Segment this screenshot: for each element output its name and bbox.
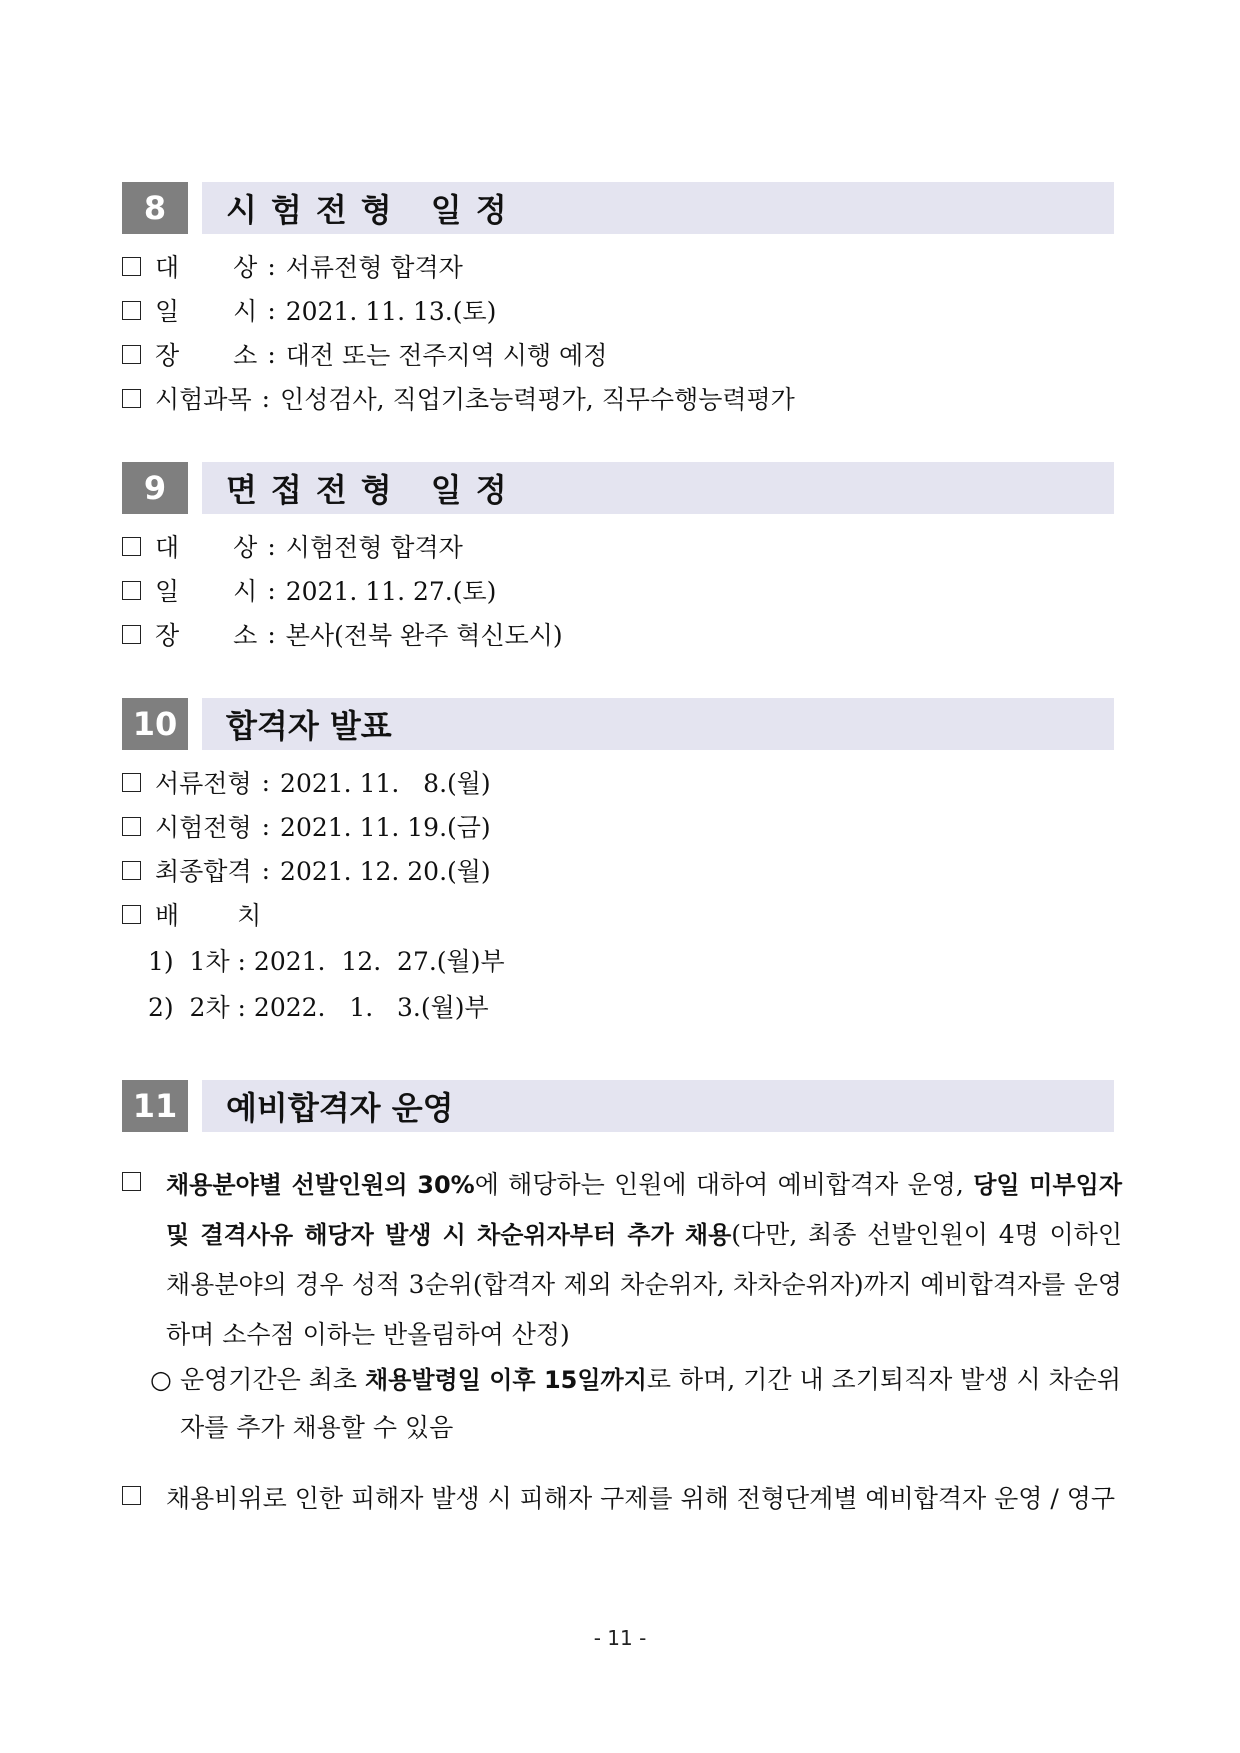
text: (다만, 최종 선발인원이 4명 이하인 채용분야의 경우 성적 3순위(합격자 제외 차순위자, 차차순위자)까지 예비합격자를 운영하며 소수점 이하는 반올림하여 산정)	[166, 1220, 1122, 1349]
item-label-b: 치	[237, 901, 262, 930]
checkbox-square-icon	[122, 1486, 141, 1505]
item-value: 2021. 12. 20.(월)	[280, 857, 491, 886]
list-item	[122, 896, 261, 932]
item-value: 인성검사, 직업기초능력평가, 직무수행능력평가	[280, 385, 795, 414]
section-number: 8	[122, 182, 188, 234]
item-label-a: 일	[155, 577, 180, 606]
list-item: 최종합격 : 2021. 12. 20.(월)	[122, 852, 491, 888]
item-value: 서류전형 합격자	[285, 253, 463, 282]
list-item: 서류전형 : 2021. 11. 8.(월)	[122, 764, 491, 800]
checkbox-square-icon	[122, 301, 141, 320]
checkbox-square-icon	[122, 581, 141, 600]
section-number: 10	[122, 698, 188, 750]
checkbox-square-icon	[122, 817, 141, 836]
item-label-a: 장	[155, 621, 180, 650]
list-item: 일 시 : 2021. 11. 27.(토)	[122, 572, 496, 608]
item-label-a: 일	[155, 297, 180, 326]
item-label-a: 장	[155, 341, 180, 370]
section-title: 합격자 발표	[202, 698, 1114, 750]
text: 에 해당하는 인원에 대하여 예비합격자 운영,	[474, 1170, 974, 1199]
checkbox-square-icon	[122, 345, 141, 364]
item-value: 2021. 11. 27.(토)	[285, 577, 497, 606]
item-label: 서류전형	[155, 769, 252, 798]
bold-text: 채용발령일 이후 15일까지	[364, 1366, 647, 1394]
item-label-b: 소	[233, 621, 258, 650]
item-label-a: 배	[155, 901, 180, 930]
section-9-header	[122, 462, 1114, 514]
item-value: 본사(전북 완주 혁신도시)	[285, 621, 563, 650]
text: 로 하며, 기간 내 조기퇴직자 발생 시 차순위자를 추가 채용할 수 있음	[180, 1365, 1122, 1442]
section-8-header	[122, 182, 1114, 234]
item-label-a: 대	[155, 533, 180, 562]
checkbox-square-icon	[122, 905, 141, 924]
list-item: 장 소 : 대전 또는 전주지역 시행 예정	[122, 336, 607, 372]
paragraph-item	[122, 1474, 1122, 1524]
item-label: 시험전형	[155, 813, 252, 842]
paragraph-item	[122, 1160, 1122, 1360]
item-label-b: 시	[233, 297, 258, 326]
item-value: 2021. 11. 8.(월)	[280, 769, 491, 798]
checkbox-square-icon	[122, 861, 141, 880]
section-number: 11	[122, 1080, 188, 1132]
list-item: 일 시 : 2021. 11. 13.(토)	[122, 292, 496, 328]
item-label-b: 시	[233, 577, 258, 606]
text: 채용비위로 인한 피해자 발생 시 피해자 구제를 위해 전형단계별 예비합격자 운영 / 영구	[166, 1484, 1116, 1513]
item-label-b: 상	[233, 533, 258, 562]
list-item: 시험전형 : 2021. 11. 19.(금)	[122, 808, 491, 844]
list-item: 대 상 : 서류전형 합격자	[122, 248, 463, 284]
bold-text: 당일 미부임자 및 결격사유 해당자 발생 시 차순위자부터 추가 채용	[166, 1171, 1123, 1249]
sub-item: 2) 2차 : 2022. 1. 3.(월)부	[148, 993, 489, 1022]
checkbox-square-icon	[122, 625, 141, 644]
section-11-header	[122, 1080, 1114, 1132]
checkbox-square-icon	[122, 1172, 141, 1191]
checkbox-square-icon	[122, 537, 141, 556]
item-label-b: 상	[233, 253, 258, 282]
section-10-header	[122, 698, 1114, 750]
list-item: 시험과목 : 인성검사, 직업기초능력평가, 직무수행능력평가	[122, 380, 795, 416]
list-item: 대 상 : 시험전형 합격자	[122, 528, 463, 564]
item-value: 시험전형 합격자	[285, 533, 463, 562]
text: 운영기간은 최초	[180, 1365, 365, 1394]
page-number: - 11 -	[593, 1626, 647, 1650]
item-value: 대전 또는 전주지역 시행 예정	[285, 341, 608, 370]
item-label-a: 대	[155, 253, 180, 282]
section-number: 9	[122, 462, 188, 514]
checkbox-square-icon	[122, 389, 141, 408]
checkbox-square-icon	[122, 257, 141, 276]
item-label: 최종합격	[155, 857, 252, 886]
item-label: 시험과목	[155, 385, 252, 414]
list-item: 장 소 : 본사(전북 완주 혁신도시)	[122, 616, 563, 652]
bold-text: 채용분야별 선발인원의 30%	[166, 1171, 475, 1199]
section-title: 예비합격자 운영	[202, 1080, 1114, 1132]
item-label-b: 소	[233, 341, 258, 370]
item-value: 2021. 11. 19.(금)	[280, 813, 491, 842]
checkbox-square-icon	[122, 773, 141, 792]
sub-bullet-item	[150, 1356, 1122, 1452]
circle-bullet-icon: ○	[150, 1365, 172, 1394]
section-title: 면접전형 일정	[202, 462, 1114, 514]
item-value: 2021. 11. 13.(토)	[285, 297, 497, 326]
section-title: 시험전형 일정	[202, 182, 1114, 234]
sub-item: 1) 1차 : 2021. 12. 27.(월)부	[148, 947, 505, 976]
